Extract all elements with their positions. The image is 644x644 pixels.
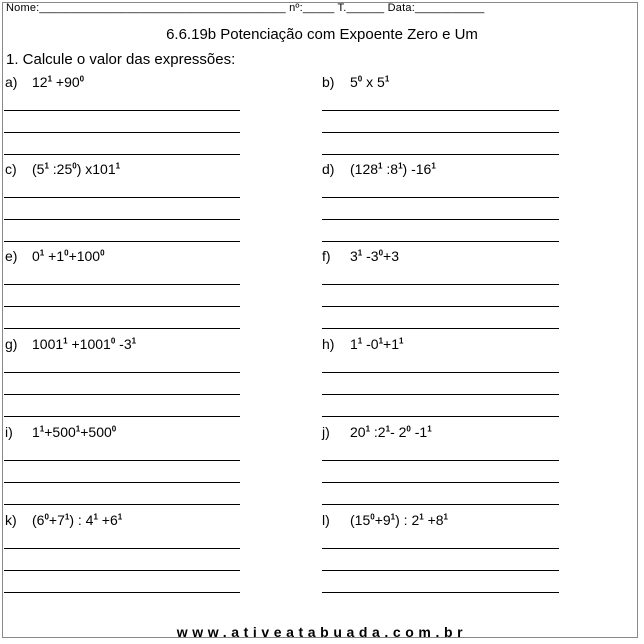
answer-line[interactable] [4, 460, 240, 461]
exercise-label: a) [5, 74, 18, 90]
exercise-expression [32, 336, 136, 352]
answer-line[interactable] [322, 504, 559, 505]
answer-line[interactable] [4, 306, 240, 307]
expression-exponent: 1 [365, 424, 371, 434]
expression-base: +1001 [67, 336, 111, 352]
answer-line[interactable] [4, 372, 240, 373]
expression-exponent: 1 [357, 336, 363, 346]
answer-line[interactable] [322, 416, 559, 417]
expression-base: +1 [44, 248, 65, 264]
expression-exponent: 1 [399, 336, 404, 346]
expression-exponent: 1 [378, 161, 383, 171]
answer-line[interactable] [4, 592, 240, 593]
expression-exponent: 1 [93, 512, 98, 522]
exercise-expression [32, 512, 122, 528]
exercise-expression [350, 336, 403, 352]
expression-exponent: 1 [115, 161, 121, 171]
expression-base: +90 [52, 74, 80, 90]
expression-base: ) : 2 [395, 512, 420, 528]
expression-exponent: 1 [131, 336, 137, 346]
expression-base: ) : 4 [69, 512, 94, 528]
expression-base: -0 [362, 336, 379, 352]
exercise-expression [350, 424, 432, 440]
exercise-label: g) [5, 336, 18, 352]
expression-exponent: 1 [378, 336, 384, 346]
expression-base: 0 [32, 248, 40, 264]
answer-line[interactable] [4, 570, 240, 571]
answer-line[interactable] [4, 110, 240, 111]
exercise-label: b) [322, 74, 335, 90]
expression-base: :25 [48, 161, 73, 177]
expression-base: +6 [97, 512, 118, 528]
expression-base: x 5 [362, 74, 385, 90]
exercise-expression [32, 74, 84, 90]
expression-base: - 2 [390, 424, 407, 440]
expression-base: ) -16 [402, 161, 432, 177]
expression-exponent: 1 [427, 424, 432, 434]
expression-base: +9 [374, 512, 391, 528]
expression-base: 5 [350, 74, 358, 90]
expression-exponent: 0 [111, 424, 117, 434]
answer-line[interactable] [4, 197, 240, 198]
expression-base: +3 [383, 248, 400, 264]
exercise-expression [32, 248, 105, 264]
exercise-label: e) [5, 248, 18, 264]
exercise-expression [350, 248, 399, 264]
expression-exponent: 1 [117, 512, 123, 522]
expression-base: 20 [350, 424, 366, 440]
expression-exponent: 0 [378, 248, 384, 258]
expression-exponent: 1 [39, 248, 45, 258]
expression-exponent: 0 [72, 161, 77, 171]
expression-exponent: 1 [431, 161, 436, 171]
expression-exponent: 0 [64, 248, 69, 258]
exercise-label: i) [5, 424, 13, 440]
expression-exponent: 1 [384, 74, 390, 84]
answer-line[interactable] [4, 504, 240, 505]
answer-line[interactable] [322, 570, 559, 571]
expression-exponent: 1 [398, 161, 403, 171]
answer-line[interactable] [4, 482, 240, 483]
expression-base: +1 [383, 336, 400, 352]
expression-base: ) x101 [76, 161, 116, 177]
expression-exponent: 1 [47, 74, 53, 84]
expression-exponent: 0 [370, 512, 375, 522]
answer-line[interactable] [322, 284, 559, 285]
expression-base: +500 [80, 424, 112, 440]
expression-base: -3 [362, 248, 379, 264]
answer-line[interactable] [322, 394, 559, 395]
expression-exponent: 1 [39, 424, 45, 434]
exercise-label: f) [322, 248, 331, 264]
page-title: 6.6.19b Potenciação com Expoente Zero e Um [166, 26, 478, 43]
expression-base: +500 [44, 424, 76, 440]
exercise-label: d) [322, 161, 335, 177]
answer-line[interactable] [4, 241, 240, 242]
expression-base: +7 [48, 512, 65, 528]
class-field[interactable]: T.______ [337, 2, 385, 14]
answer-line[interactable] [4, 132, 240, 133]
footer-url: www.ativeatabuada.com.br [176, 624, 468, 640]
expression-base: -3 [115, 336, 132, 352]
name-field[interactable]: Nome:_______________________________________ [6, 2, 286, 14]
expression-exponent: 1 [64, 512, 70, 522]
header-fields [6, 2, 484, 14]
page-frame [2, 2, 638, 638]
answer-line[interactable] [322, 460, 559, 461]
answer-line[interactable] [322, 328, 559, 329]
answer-line[interactable] [322, 241, 559, 242]
answer-line[interactable] [322, 132, 559, 133]
exercise-expression [32, 161, 120, 177]
expression-exponent: 1 [357, 248, 363, 258]
answer-line[interactable] [322, 306, 559, 307]
expression-exponent: 1 [44, 161, 49, 171]
expression-exponent: 0 [100, 248, 105, 258]
expression-base: (6 [32, 512, 45, 528]
expression-base: :8 [382, 161, 399, 177]
expression-exponent: 1 [419, 512, 424, 522]
expression-base: 1001 [32, 336, 64, 352]
number-field[interactable]: nº:_____ [289, 2, 335, 14]
answer-line[interactable] [322, 110, 559, 111]
exercise-label: k) [5, 512, 17, 528]
answer-line[interactable] [4, 219, 240, 220]
exercise-label: l) [322, 512, 330, 528]
expression-base: 12 [32, 74, 48, 90]
expression-base: :2 [370, 424, 386, 440]
expression-exponent: 1 [390, 512, 396, 522]
expression-base: 3 [350, 248, 358, 264]
answer-line[interactable] [322, 154, 559, 155]
exercise-label: j) [322, 424, 330, 440]
exercise-label: h) [322, 336, 335, 352]
expression-exponent: 0 [79, 74, 85, 84]
answer-line[interactable] [4, 284, 240, 285]
expression-base: (15 [350, 512, 371, 528]
expression-base: +8 [423, 512, 444, 528]
expression-exponent: 1 [63, 336, 68, 346]
expression-exponent: 0 [406, 424, 411, 434]
expression-exponent: 1 [75, 424, 81, 434]
expression-exponent: 0 [110, 336, 116, 346]
answer-line[interactable] [322, 197, 559, 198]
expression-base: 1 [32, 424, 40, 440]
answer-line[interactable] [322, 372, 559, 373]
expression-base: (128 [350, 161, 379, 177]
exercise-expression [350, 74, 389, 90]
exercise-expression [350, 512, 448, 528]
expression-exponent: 1 [385, 424, 391, 434]
instruction-text: 1. Calcule o valor das expressões: [6, 51, 236, 68]
date-field[interactable]: Data:___________ [387, 2, 485, 14]
expression-exponent: 0 [44, 512, 49, 522]
expression-exponent: 0 [357, 74, 363, 84]
answer-line[interactable] [322, 482, 559, 483]
exercise-expression [350, 161, 436, 177]
answer-line[interactable] [4, 548, 240, 549]
answer-line[interactable] [322, 592, 559, 593]
expression-exponent: 1 [443, 512, 448, 522]
answer-line[interactable] [322, 548, 559, 549]
exercise-label: c) [5, 161, 17, 177]
expression-base: +100 [68, 248, 101, 264]
answer-line[interactable] [4, 154, 240, 155]
exercise-expression [32, 424, 116, 440]
answer-line[interactable] [4, 328, 240, 329]
answer-line[interactable] [4, 416, 240, 417]
expression-base: 1 [350, 336, 358, 352]
expression-base: (5 [32, 161, 45, 177]
answer-line[interactable] [322, 219, 559, 220]
answer-line[interactable] [4, 394, 240, 395]
expression-base: -1 [410, 424, 428, 440]
